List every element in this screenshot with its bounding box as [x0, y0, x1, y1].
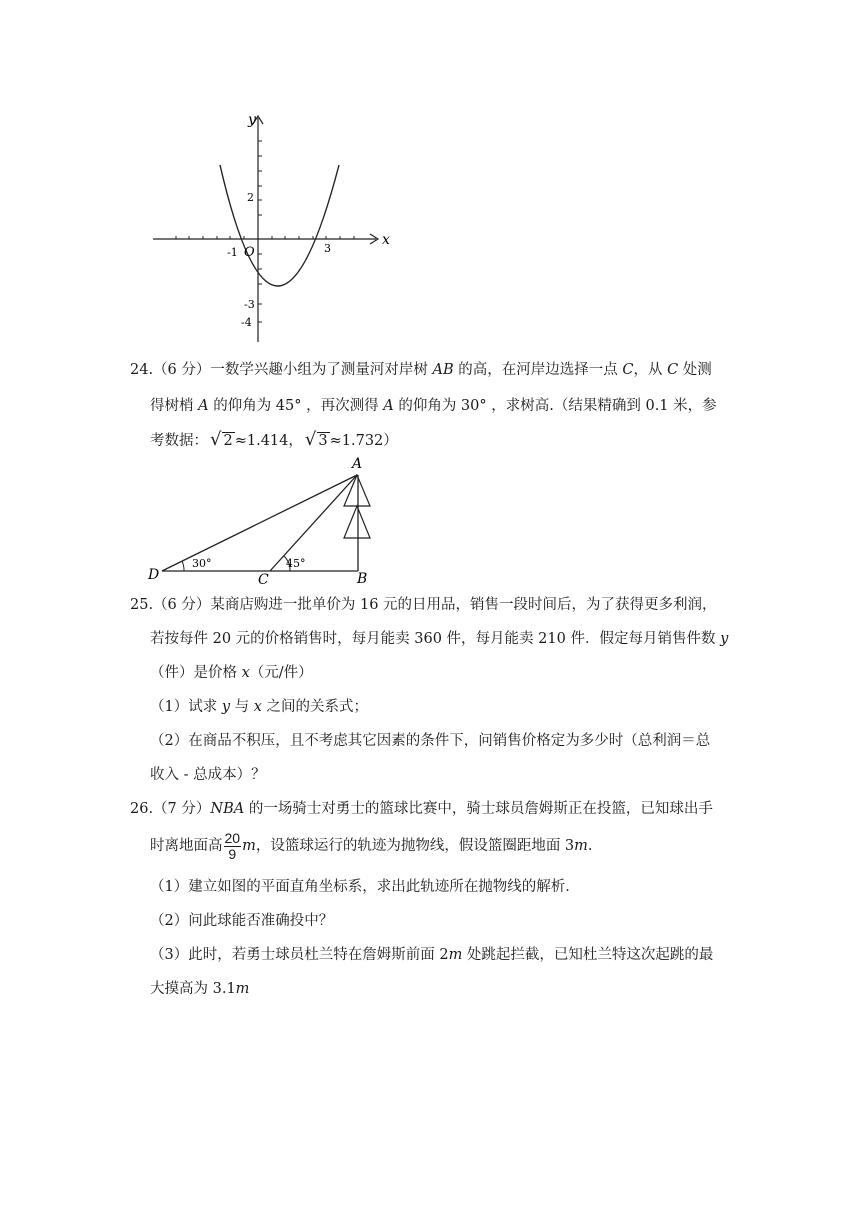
- q26-text: ，设篮球运行的轨迹为抛物线，假设篮圈距地面 3: [255, 838, 575, 854]
- fraction-numerator: 20: [224, 829, 241, 846]
- q24-var-c: C: [622, 362, 634, 378]
- q26-line-1: [130, 799, 713, 819]
- point-a-label: A: [352, 456, 363, 472]
- q25-text: （2）在商品不积压，且不考虑其它因素的条件下，问销售价格定为多少时（总利润＝总: [150, 733, 711, 749]
- q25-text: （元/件）: [249, 665, 313, 681]
- q26-text: 处跳起拦截，已知杜兰特这次起跳的最: [462, 947, 714, 963]
- tick-label-x-neg1: -1: [227, 246, 238, 259]
- q25-text: （件）是价格: [150, 665, 242, 681]
- q25-line-3: [150, 663, 313, 683]
- q26-unit-m: m: [448, 947, 463, 963]
- tick-label-y-neg4: -4: [241, 316, 252, 329]
- q26-text: .: [587, 838, 593, 854]
- sqrt-radicand: 2: [223, 433, 233, 449]
- q24-text: ，从: [633, 362, 668, 378]
- q24-text: ≈1.732）: [329, 433, 398, 449]
- parabola-graph: [148, 110, 398, 350]
- triangle-figure: [140, 455, 380, 585]
- y-ticks: [258, 141, 262, 322]
- q26-line-2: [150, 830, 593, 862]
- q25-line-5: [150, 731, 710, 751]
- x-axis-label: x: [382, 232, 390, 248]
- q26-unit-m: m: [242, 838, 256, 854]
- tick-label-y-neg3: -3: [244, 298, 255, 311]
- q24-text: 得树梢: [150, 398, 199, 414]
- q25-line-1: [130, 595, 717, 615]
- q24-text: ≈1.414，: [234, 433, 303, 449]
- fraction-20-9: [224, 831, 242, 862]
- q26-text: 大摸高为 3.1: [150, 981, 236, 997]
- q24-text: 的仰角为 45° ，再次测得: [208, 398, 384, 414]
- q25-text: 与: [230, 699, 254, 715]
- angle-30-label: 30°: [192, 557, 212, 570]
- q24-line-3: [150, 430, 398, 451]
- tree-bottom-triangle: [344, 506, 370, 538]
- q25-var-y: y: [720, 631, 729, 647]
- q24-text: 处测: [678, 362, 712, 378]
- y-axis-label: y: [248, 112, 256, 128]
- angle-45-label: 45°: [286, 557, 306, 570]
- point-c-label: C: [258, 572, 269, 585]
- q26-line-6: [150, 979, 249, 999]
- angle-arc-d: [182, 561, 184, 571]
- q24-var-ab: AB: [432, 362, 454, 378]
- origin-label: O: [244, 245, 255, 260]
- q26-text: 时离地面高: [150, 838, 223, 854]
- sqrt-radicand: 3: [318, 433, 328, 449]
- sqrt-symbol: √: [304, 429, 317, 450]
- q25-line-2: [150, 629, 728, 649]
- q26-unit-m: m: [235, 981, 250, 997]
- q24-line-2: [150, 396, 717, 416]
- q25-var-x: x: [241, 665, 250, 681]
- tick-label-x-3: 3: [324, 242, 331, 255]
- q24-line-1: [130, 360, 712, 380]
- q26-line-5: [150, 945, 713, 965]
- q24-var-c: C: [667, 362, 679, 378]
- q25-var-y: y: [221, 699, 231, 715]
- q25-var-x: x: [253, 699, 262, 715]
- sqrt-symbol: √: [210, 429, 222, 450]
- q25-text: 若按每件 20 元的价格销售时，每月能卖 360 件，每月能卖 210 件．假定每月销售件数: [150, 631, 721, 647]
- point-b-label: B: [357, 571, 368, 585]
- q24-var-a: A: [383, 398, 394, 414]
- q24-text: 考数据：: [150, 433, 208, 449]
- q26-unit-m: m: [574, 838, 588, 854]
- q26-text: （1）建立如图的平面直角坐标系，求出此轨迹所在抛物线的解析．: [150, 879, 580, 895]
- q24-text: 的仰角为 30° ，求树高.（结果精确到 0.1 米，参: [393, 398, 717, 414]
- q26-text: （3）此时，若勇士球员杜兰特在詹姆斯前面 2: [150, 947, 449, 963]
- point-d-label: D: [148, 567, 160, 583]
- q25-line-6: [150, 765, 266, 785]
- q26-line-4: [150, 911, 333, 931]
- q25-text: 之间的关系式；: [261, 699, 369, 715]
- parabola-curve: [220, 165, 339, 286]
- fraction-denominator: 9: [228, 845, 237, 862]
- line-ca: [270, 475, 357, 571]
- q25-text: （1）试求: [150, 699, 222, 715]
- q26-text: （2）问此球能否准确投中？: [150, 913, 334, 929]
- q25-text: 25.（6 分）某商店购进一批单价为 16 元的日用品，销售一段时间后，为了获得更多利润，: [130, 597, 717, 613]
- tick-label-y-2: 2: [247, 191, 254, 204]
- q26-abbrev-nba: NBA: [210, 801, 245, 817]
- q26-text: 26.（7 分）: [130, 801, 211, 817]
- q26-text: 的一场骑士对勇士的篮球比赛中，骑士球员詹姆斯正在投篮，已知球出手: [244, 801, 713, 817]
- q25-text: 收入 - 总成本）？: [150, 767, 266, 783]
- q25-line-4: [150, 697, 368, 717]
- q24-text: 24.（6 分）一数学兴趣小组为了测量河对岸树: [130, 362, 433, 378]
- q24-var-a: A: [198, 398, 209, 414]
- q26-line-3: [150, 877, 580, 897]
- q24-text: 的高，在河岸边选择一点: [453, 362, 623, 378]
